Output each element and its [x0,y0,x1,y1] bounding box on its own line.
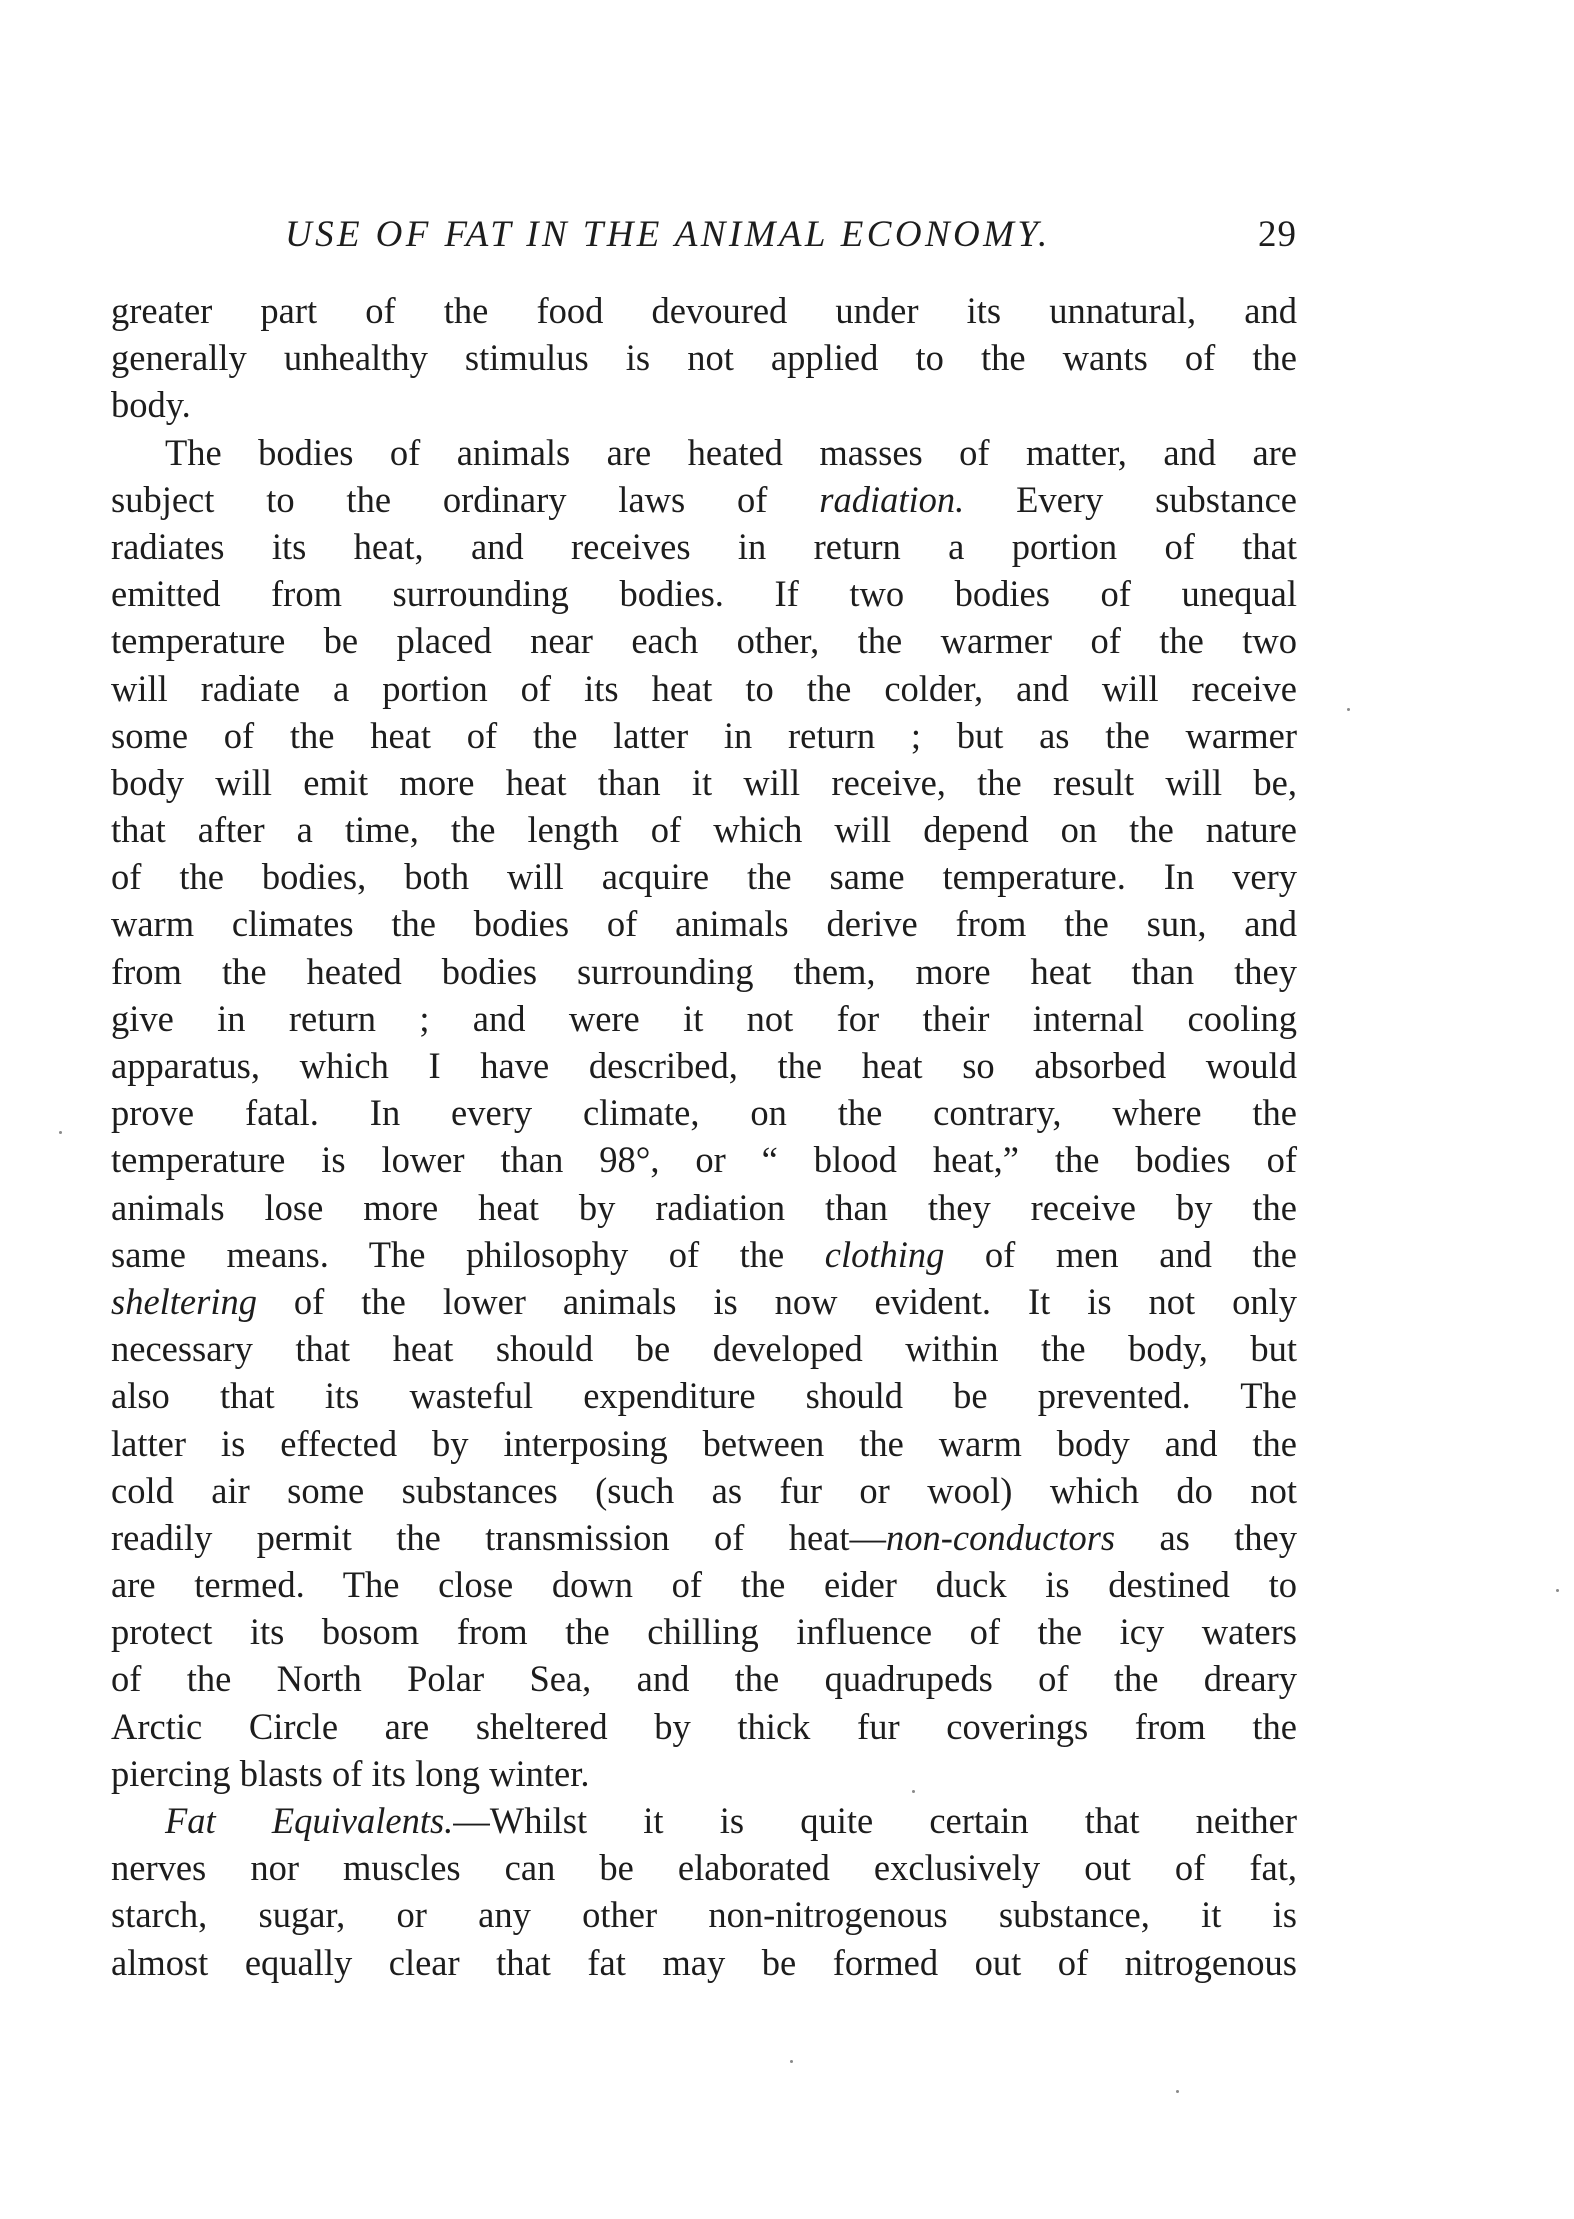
text-line [111,1278,1297,1325]
text-line: radiates its heat, and receives in return a portion of that [111,525,1297,567]
text-line: are termed. The close down of the eider duck is destined to [111,1564,1297,1606]
text-line: body will emit more heat than it will receive, the result will be, [111,761,1297,803]
text-line: of the North Polar Sea, and the quadrupeds of the dreary [111,1658,1297,1700]
line-segment: Every substance [964,478,1297,520]
text-line: piercing blasts of its long winter. [111,1752,590,1794]
text-line: of the bodies, both will acquire the same temperature. In very [111,856,1297,898]
italic-term: radiation. [819,478,965,520]
line-segment: as they [1115,1516,1298,1558]
section-heading: Fat Equivalents. [165,1800,454,1841]
text-line [111,476,1297,523]
scan-speck [1556,1589,1559,1592]
line-segment: readily permit the transmission of heat— [111,1516,887,1558]
line-segment: subject to the ordinary laws of [111,478,820,520]
italic-term: non-conductors [886,1516,1116,1558]
text-line: body. [111,384,191,426]
text-line [111,1797,1297,1844]
text-line: temperature is lower than 98°, or “ blood heat,” the bodies of [111,1139,1297,1181]
text-line: starch, sugar, or any other non-nitrogenous substance, it is [111,1894,1297,1936]
text-line: animals lose more heat by radiation than they receive by the [111,1186,1297,1228]
text-line: will radiate a portion of its heat to the colder, and will receive [111,667,1297,709]
text-line: give in return ; and were it not for their internal cooling [111,997,1297,1039]
text-line: from the heated bodies surrounding them, more heat than they [111,950,1297,992]
scan-speck [1347,708,1350,711]
page-number: 29 [1258,214,1297,255]
text-line: temperature be placed near each other, the warmer of the two [111,620,1297,662]
text-line: cold air some substances (such as fur or wool) which do not [111,1469,1297,1511]
scan-speck [1176,2090,1179,2093]
text-line [111,1231,1297,1278]
text-line: Arctic Circle are sheltered by thick fur coverings from the [111,1705,1297,1747]
line-segment: of men and the [944,1233,1298,1275]
text-line: prove fatal. In every climate, on the contrary, where the [111,1092,1297,1134]
text-line: The bodies of animals are heated masses of matter, and are [165,431,1297,473]
text-line: also that its wasteful expenditure should be prevented. The [111,1375,1297,1417]
scan-speck [790,2060,793,2063]
italic-term: sheltering [111,1280,257,1322]
body-text [111,287,1297,1986]
italic-term: clothing [824,1233,945,1275]
text-line: protect its bosom from the chilling influence of the icy waters [111,1611,1297,1653]
scan-speck [59,1131,62,1134]
text-line: generally unhealthy stimulus is not applied to the wants of the [111,337,1297,379]
line-segment: —Whilst it is quite certain that neither [453,1800,1298,1841]
text-line: necessary that heat should be developed within the body, but [111,1328,1297,1370]
text-line: apparatus, which I have described, the heat so absorbed would [111,1045,1297,1086]
text-line: emitted from surrounding bodies. If two bodies of unequal [111,573,1297,615]
text-line: almost equally clear that fat may be formed out of nitrogenous [111,1941,1297,1983]
running-head [111,205,1297,265]
text-line: some of the heat of the latter in return ; but as the warmer [111,714,1297,756]
text-line: warm climates the bodies of animals derive from the sun, and [111,903,1297,945]
text-line [111,1514,1297,1561]
text-line: latter is effected by interposing between the warm body and the [111,1422,1297,1464]
line-segment: of the lower animals is now evident. It is not only [256,1280,1297,1322]
line-segment: same means. The philosophy of the [111,1233,825,1275]
text-line: nerves nor muscles can be elaborated exclusively out of fat, [111,1847,1297,1889]
text-line: that after a time, the length of which will depend on the nature [111,809,1297,851]
running-title: USE OF FAT IN THE ANIMAL ECONOMY. [285,214,1051,255]
text-line: greater part of the food devoured under its unnatural, and [111,290,1297,331]
scan-speck [912,1790,915,1793]
